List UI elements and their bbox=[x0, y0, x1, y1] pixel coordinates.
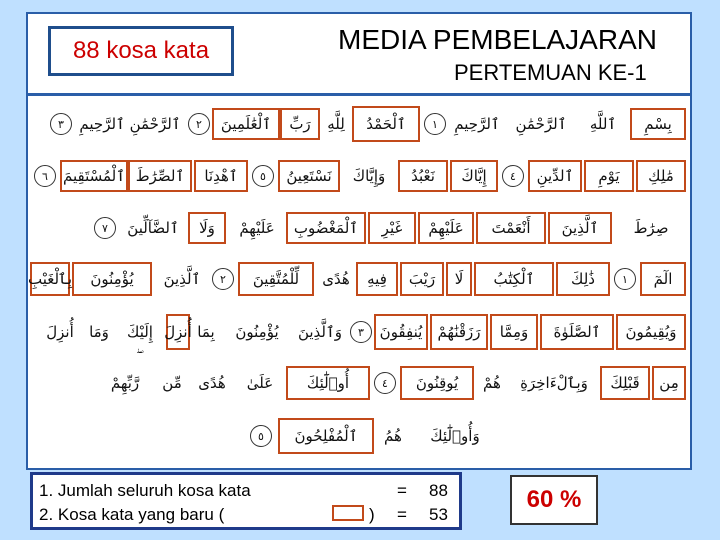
word-text: لِلَّهِ bbox=[327, 115, 345, 133]
total-words-value: 88 bbox=[429, 481, 448, 500]
word-box: نَسْتَعِينُ bbox=[278, 160, 340, 192]
new-words-value: 53 bbox=[429, 505, 448, 524]
word-box: ٱلصَّلَوٰةَ bbox=[540, 314, 614, 350]
word-box: يَوْمِ bbox=[584, 160, 634, 192]
word-text: وَبِٱلْءَاخِرَةِ bbox=[520, 374, 588, 392]
word-box: ٱهْدِنَا bbox=[194, 160, 248, 192]
word-count-summary bbox=[30, 472, 462, 530]
new-words-close-paren: ) bbox=[369, 505, 375, 524]
word-box: رَزَقْنَٰهُمْ bbox=[430, 314, 488, 350]
ayah-marker: ١ bbox=[424, 113, 446, 135]
word-text: ٱلضَّآلِّينَ bbox=[127, 219, 179, 237]
word-box: ٱلْحَمْدُ bbox=[352, 106, 420, 142]
word-text: ٱلَّذِينَ bbox=[163, 270, 201, 288]
word-box: رَيْبَ bbox=[400, 262, 444, 296]
word-text: أُنزِلَ bbox=[46, 323, 74, 341]
word-box: أُنزِلَ bbox=[166, 314, 190, 350]
word-text: ٱلرَّحْمَٰنِ bbox=[515, 115, 567, 133]
word-text: هُدًى bbox=[198, 374, 226, 392]
word-box: وَلَا bbox=[188, 212, 226, 244]
word-box: ٱلْكِتَٰبُ bbox=[474, 262, 554, 296]
word-text: وَإِيَّاكَ bbox=[352, 167, 386, 185]
word-text: رَّبِّهِمْ bbox=[110, 374, 140, 392]
word-text: ٱلرَّحِيمِ bbox=[454, 115, 500, 133]
word-box: أَنْعَمْتَ bbox=[476, 212, 546, 244]
ayah-marker: ٦ bbox=[34, 165, 56, 187]
ayah-marker: ٣ bbox=[50, 113, 72, 135]
ayah-marker: ٢ bbox=[188, 113, 210, 135]
ayah-marker: ٥ bbox=[252, 165, 274, 187]
total-words-label: 1. Jumlah seluruh kosa kata bbox=[39, 481, 251, 500]
ayah-marker: ٧ bbox=[94, 217, 116, 239]
new-word-percentage: 60 % bbox=[510, 475, 598, 525]
word-text: ٱللَّهِ bbox=[589, 115, 617, 133]
word-box: ٱلصِّرَٰطَ bbox=[128, 160, 192, 192]
word-box: الٓمٓ bbox=[640, 262, 686, 296]
word-box: يُؤْمِنُونَ bbox=[72, 262, 152, 296]
header-divider bbox=[26, 93, 692, 96]
word-count-badge: 88 kosa kata bbox=[48, 26, 234, 76]
word-box: وَيُقِيمُونَ bbox=[616, 314, 686, 350]
word-box: بِسْمِ bbox=[630, 108, 686, 140]
word-box: غَيْرِ bbox=[368, 212, 416, 244]
new-words-label: 2. Kosa kata yang baru ( bbox=[39, 505, 225, 524]
word-box: نَعْبُدُ bbox=[398, 160, 448, 192]
word-text: وَأُو۟لَٰٓئِكَ bbox=[430, 427, 480, 445]
slide-title: MEDIA PEMBELAJARAN bbox=[338, 24, 657, 55]
word-text: مِّن bbox=[162, 374, 182, 392]
word-text: وَٱلَّذِينَ bbox=[297, 323, 343, 341]
word-box: ٱلْمُفْلِحُونَ bbox=[278, 418, 374, 454]
new-word-legend-swatch bbox=[332, 505, 364, 521]
ayah-marker: ١ bbox=[614, 268, 636, 290]
word-text bbox=[126, 348, 146, 366]
word-box: يُوقِنُونَ bbox=[400, 366, 474, 400]
word-box: إِيَّاكَ bbox=[450, 160, 498, 192]
word-box: مَٰلِكِ bbox=[636, 160, 686, 192]
word-text: هُمُ bbox=[384, 427, 402, 445]
word-box: فِيهِ bbox=[356, 262, 398, 296]
ayah-marker: ٤ bbox=[374, 372, 396, 394]
word-text: وَمَا bbox=[89, 323, 109, 341]
word-text: عَلَيْهِمْ bbox=[239, 219, 275, 237]
word-box: ٱلْعَٰلَمِينَ bbox=[212, 108, 280, 140]
word-box: أُو۟لَٰٓئِكَ bbox=[286, 366, 370, 400]
word-box: قَبْلِكَ bbox=[600, 366, 650, 400]
word-box: ٱلَّذِينَ bbox=[548, 212, 612, 244]
word-text: هُدًى bbox=[322, 270, 350, 288]
word-text: هُمْ bbox=[483, 374, 501, 392]
word-text: صِرَٰطَ bbox=[633, 219, 669, 237]
word-box: لَا bbox=[446, 262, 472, 296]
word-box: رَبِّ bbox=[280, 108, 320, 140]
ayah-marker: ٤ bbox=[502, 165, 524, 187]
ayah-marker: ٥ bbox=[250, 425, 272, 447]
word-text: بِمَا bbox=[197, 323, 215, 341]
word-box: يُنفِقُونَ bbox=[374, 314, 428, 350]
word-box: ذَٰلِكَ bbox=[556, 262, 610, 296]
word-text: ٱلرَّحْمَٰنِ ٱلرَّحِيمِ bbox=[79, 115, 181, 133]
ayah-marker: ٢ bbox=[212, 268, 234, 290]
total-words-equals: = bbox=[397, 481, 407, 500]
word-box: بِٱلْغَيْبِ bbox=[30, 262, 70, 296]
word-text: إِلَيْكَ bbox=[127, 323, 153, 341]
word-box: مِن bbox=[652, 366, 686, 400]
new-words-equals: = bbox=[397, 505, 407, 524]
word-box: ٱلدِّينِ bbox=[528, 160, 582, 192]
ayah-marker: ٣ bbox=[350, 321, 372, 343]
slide-subtitle: PERTEMUAN KE-1 bbox=[454, 60, 647, 85]
word-box: وَمِمَّا bbox=[490, 314, 538, 350]
word-box: عَلَيْهِمْ bbox=[418, 212, 474, 244]
word-text: يُؤْمِنُونَ bbox=[235, 323, 279, 341]
word-box: ٱلْمَغْضُوبِ bbox=[286, 212, 366, 244]
word-box: ٱلْمُسْتَقِيمَ bbox=[60, 160, 128, 192]
word-box: لِّلْمُتَّقِينَ bbox=[238, 262, 314, 296]
verse-area bbox=[27, 100, 688, 465]
word-text: عَلَىٰ bbox=[246, 374, 274, 392]
